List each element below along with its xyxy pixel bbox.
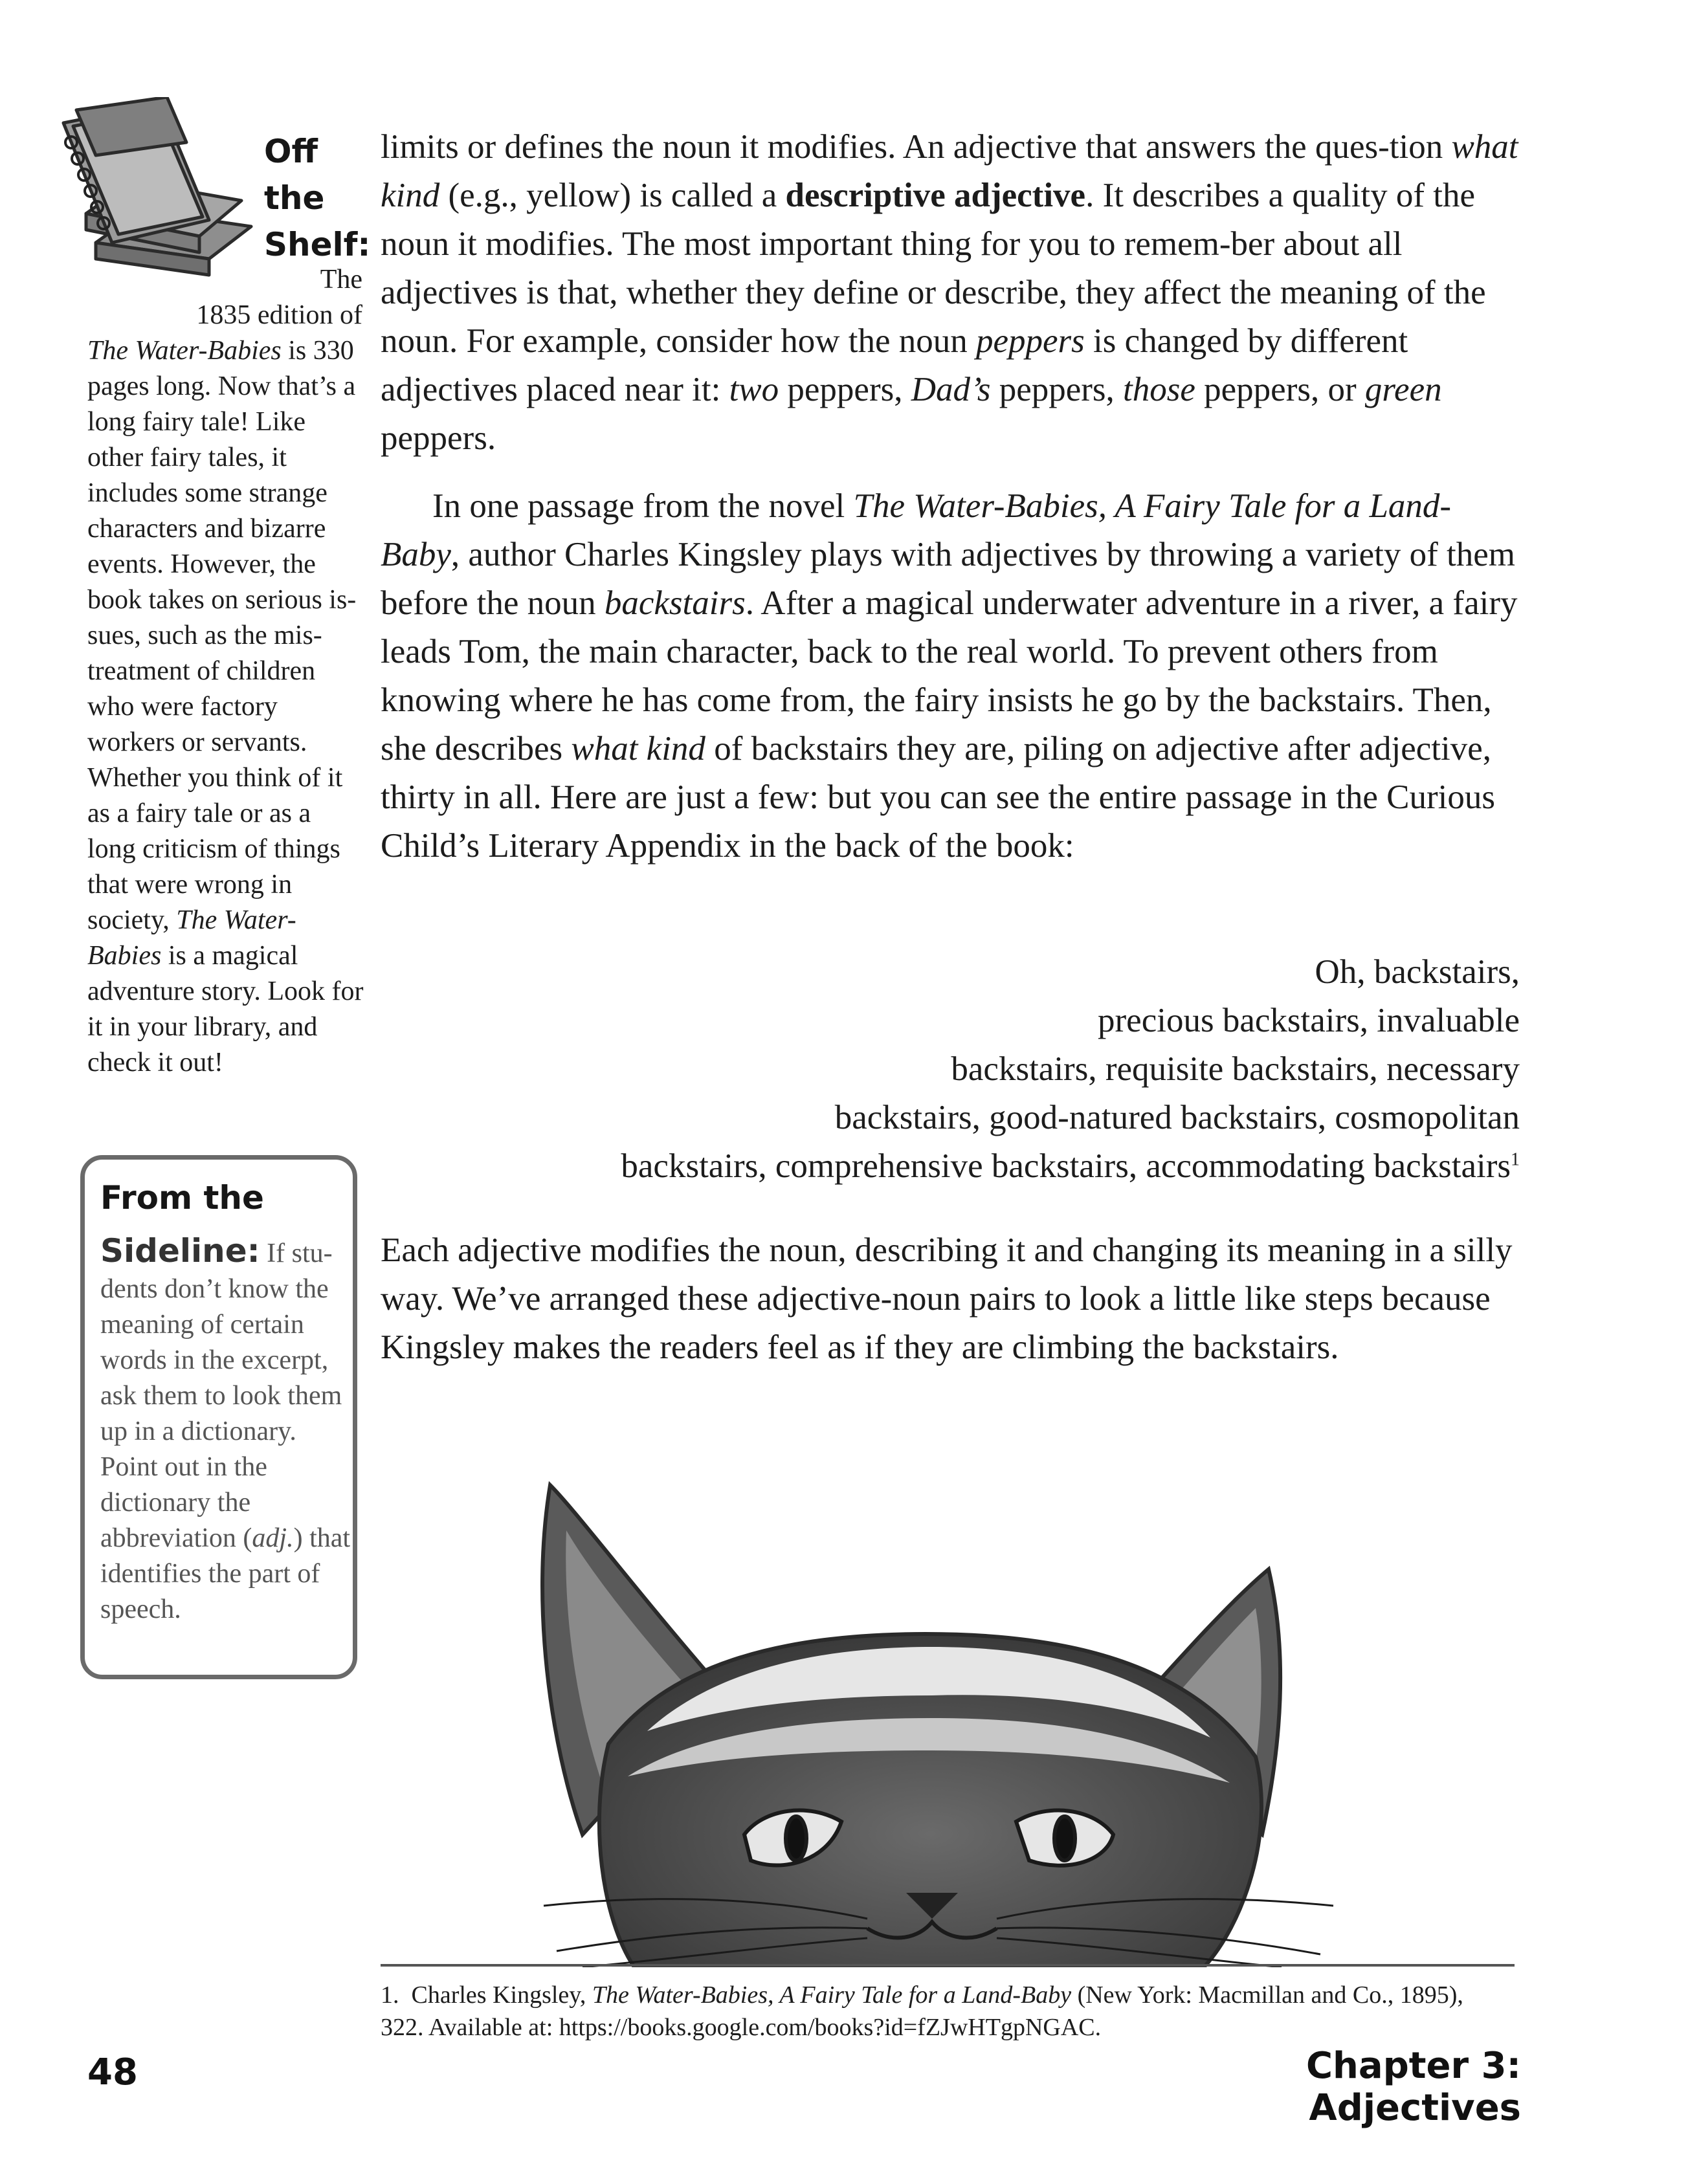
off-title-line: the [264, 179, 325, 217]
body-text: If stu-dents don’t know the meaning of certain words in the excerpt, ask them to look them up in a dictionary. Point out in the dictionary the abbreviation ( [100, 1239, 342, 1553]
body-text: is a magical adventure story. Look for it in your library, and check it out! [87, 941, 364, 1077]
off-the-shelf-lead [162, 262, 362, 333]
emphasis: backstairs [604, 584, 746, 622]
emphasis: green [1364, 371, 1442, 408]
off-title-line: Off [264, 133, 318, 170]
text: peppers, [779, 371, 911, 408]
excerpt-line: precious backstairs, invaluable [1098, 1002, 1520, 1039]
text: Charles Kingsley, [411, 1981, 592, 2009]
footnote [381, 1979, 1500, 2044]
text: limits or defines the noun it modifies. An adjective that answers the ques-tion [381, 128, 1452, 166]
text: , author Charles Kingsley plays with adjectives by throwing a variety of them before the noun [381, 536, 1515, 622]
excerpt-line: backstairs, requisite backstairs, necessary [951, 1050, 1520, 1088]
emphasis: what kind [381, 128, 1518, 214]
excerpt-text: backstairs, comprehensive backstairs, accommodating backstairs [621, 1147, 1511, 1185]
excerpt-line: Oh, backstairs, [1315, 953, 1520, 991]
peeking-cat-illustration [505, 1472, 1515, 1967]
body-text: is 330 pages long. Now that’s a long fairy tale! Like other fairy tales, it includes some strange characters and bizarre events. However, the book takes on serious is-sues, such as the mis-treatment of children who were factory workers or servants. Whether you think of it as a fairy tale or as a long criticism of things that were wrong in society, [87, 336, 357, 935]
off-title-line: Shelf: [264, 226, 371, 263]
book-title: The Water-Babies [87, 336, 282, 366]
emphasis: those [1123, 371, 1195, 408]
text: In one passage from the novel [432, 487, 854, 525]
paragraph-1 [381, 123, 1520, 463]
footnote-marker: 1 [1511, 1149, 1520, 1170]
backstairs-excerpt [381, 948, 1520, 1191]
from-the-sideline-title [100, 1175, 346, 1221]
text: peppers, [990, 371, 1124, 408]
paragraph-3: Each adjective modifies the noun, describing it and changing its meaning in a silly way. We’ve arranged these adjective-noun pairs to look a little like steps because Kingsley makes the readers feel as if they are climbing the backstairs. [381, 1231, 1513, 1366]
text: of backstairs they are, piling on adjective after adjective, thirty in all. Here are just a few: but you can see the entire passage in the Curious Child’s Literary Appendix in the back of the book: [381, 730, 1495, 865]
body-text: ) that identifies the part of speech. [100, 1523, 351, 1624]
text: peppers. [381, 419, 496, 457]
text: . It describes a quality of the noun it modifies. The most important thing for you to remem-ber about all adjectives is that, whether they define or describe, they affect the meaning of the noun. For example, consider how the noun [381, 177, 1486, 360]
text: . After a magical underwater adventure in a river, a fairy leads Tom, the main character, back to the real world. To prevent others from knowing where he has come from, the fairy insists he go by the backstairs. Then, she describes [381, 584, 1518, 767]
off-the-shelf-text [87, 333, 366, 1081]
lead-word: The [320, 265, 362, 294]
emphasis: Dad’s [911, 371, 991, 408]
text: (New York: Macmillan and Co., 1895), 322. Available at: https://books.google.com/books?id=fZJwHTgpNGAC. [381, 1981, 1463, 2041]
chapter-title: Chapter 3: Adjectives [1305, 2045, 1521, 2129]
key-term: descriptive adjective [785, 177, 1086, 214]
excerpt-line: backstairs, good-natured backstairs, cosmopolitan [834, 1099, 1520, 1136]
book-title: The Water-Babies, A Fairy Tale for a Land-Baby [381, 487, 1452, 573]
book-title: The Water-Babies, A Fairy Tale for a Land-Baby [592, 1981, 1072, 2009]
footnote-number: 1. [381, 1981, 399, 2009]
emphasis: what kind [571, 730, 705, 767]
excerpt-line-last [381, 1142, 1520, 1191]
lead-line: 1835 edition of [196, 300, 362, 330]
off-the-shelf-title [264, 128, 371, 268]
footnote-rule [381, 1964, 1515, 1967]
text: is changed by different adjectives placed near it: [381, 322, 1408, 408]
sideline-title-line: From the [100, 1179, 264, 1217]
book-title: The Water-Babies [87, 905, 296, 971]
emphasis: two [729, 371, 779, 408]
text: peppers, or [1195, 371, 1365, 408]
sideline-title-line: Sideline: [100, 1232, 260, 1270]
abbreviation: adj. [252, 1523, 294, 1553]
emphasis: peppers [975, 322, 1085, 360]
from-the-sideline-text [100, 1233, 353, 1627]
paragraph-2 [381, 482, 1520, 870]
page-number: 48 [87, 2051, 138, 2093]
text: (e.g., yellow) is called a [439, 177, 786, 214]
